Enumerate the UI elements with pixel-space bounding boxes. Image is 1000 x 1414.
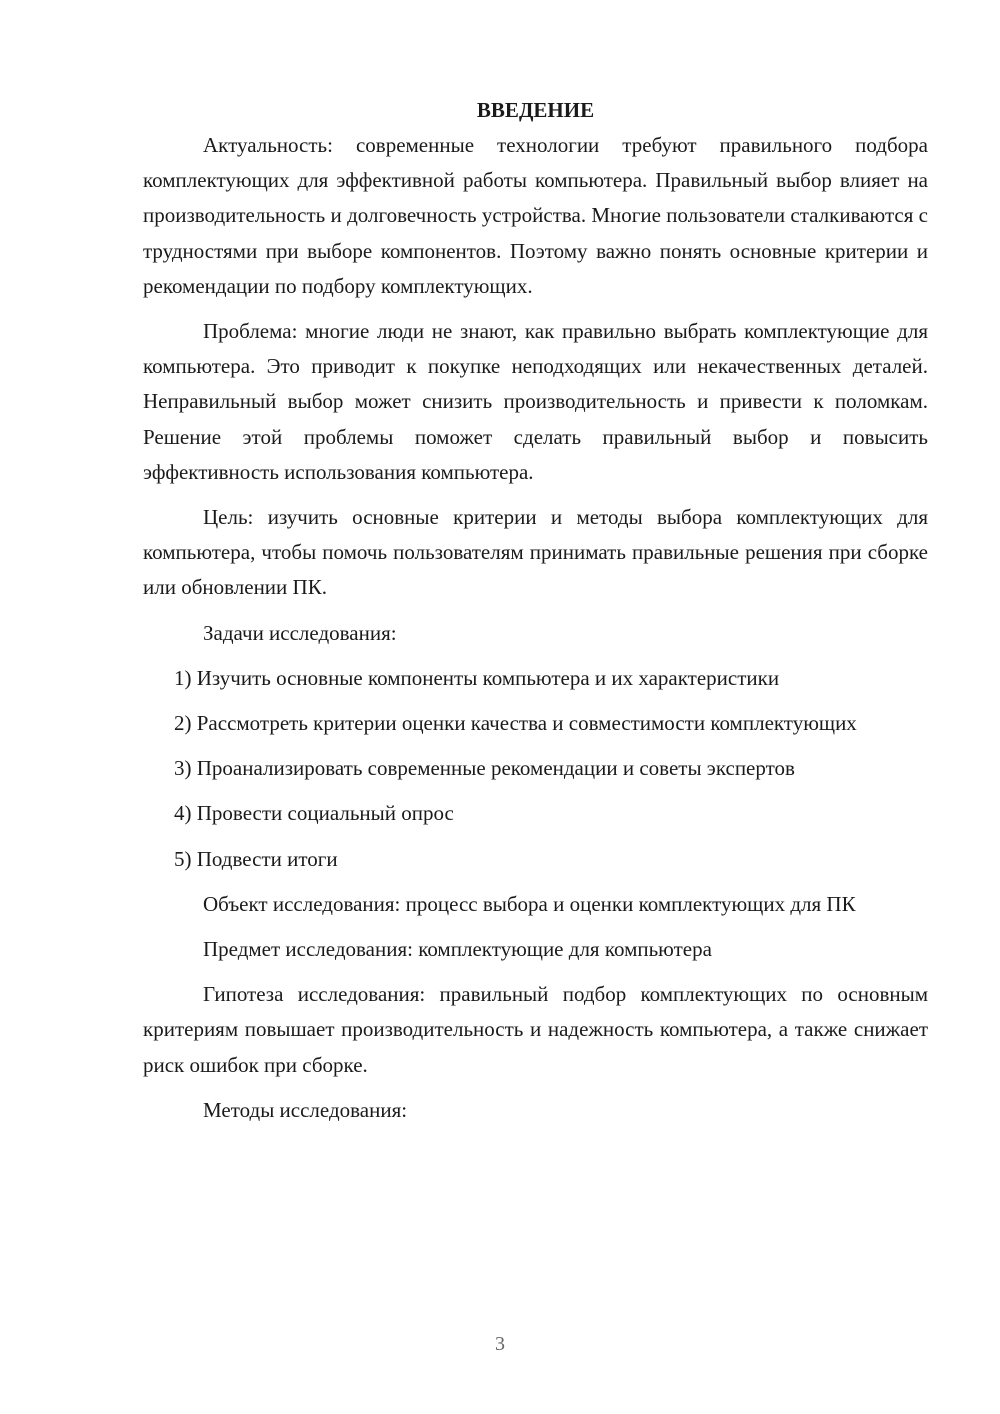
- paragraph-object: Объект исследования: процесс выбора и оценки комплектующих для ПК: [203, 891, 856, 916]
- paragraph-methods-heading: Методы исследования:: [203, 1097, 408, 1122]
- task-item-2: 2) Рассмотреть критерии оценки качества и совместимости комплектующих: [174, 711, 857, 736]
- task-item-1: 1) Изучить основные компоненты компьютера и их характеристики: [174, 665, 780, 690]
- paragraph-subject: Предмет исследования: комплектующие для компьютера: [203, 937, 712, 962]
- section-title: ВВЕДЕНИЕ: [476, 98, 595, 122]
- task-item-5: 5) Подвести итоги: [174, 846, 338, 871]
- task-item-4: 4) Провести социальный опрос: [174, 801, 454, 826]
- paragraph-tasks-heading: Задачи исследования:: [203, 620, 397, 645]
- document-page: [143, 95, 928, 1138]
- paragraph-problem: Проблема: многие люди не знают, как правильно выбрать комплектующие для компьютера. Это приводит к покупке неподходящих или некачественных деталей. Неправильный выбор может снизить производительность и привести к поломкам. Решение этой проблемы поможет сделать правильный выбор и повысить эффективность использования компьютера.: [143, 319, 928, 484]
- paragraph-relevance: Актуальность: современные технологии требуют правильного подбора комплектующих для эффективной работы компьютера. Правильный выбор влияет на производительность и долговечность устройства. Многие пользователи сталкиваются с трудностями при выборе компонентов. Поэтому важно понять основные критерии и рекомендации по подбору комплектующих.: [143, 133, 928, 298]
- page-number: 3: [495, 1333, 505, 1355]
- paragraph-goal: Цель: изучить основные критерии и методы выбора комплектующих для компьютера, чтобы помочь пользователям принимать правильные решения при сборке или обновлении ПК.: [143, 505, 928, 600]
- task-item-3: 3) Проанализировать современные рекомендации и советы экспертов: [174, 756, 795, 781]
- paragraph-hypothesis: Гипотеза исследования: правильный подбор комплектующих по основным критериям повышает производительность и надежность компьютера, а также снижает риск ошибок при сборке.: [143, 982, 928, 1077]
